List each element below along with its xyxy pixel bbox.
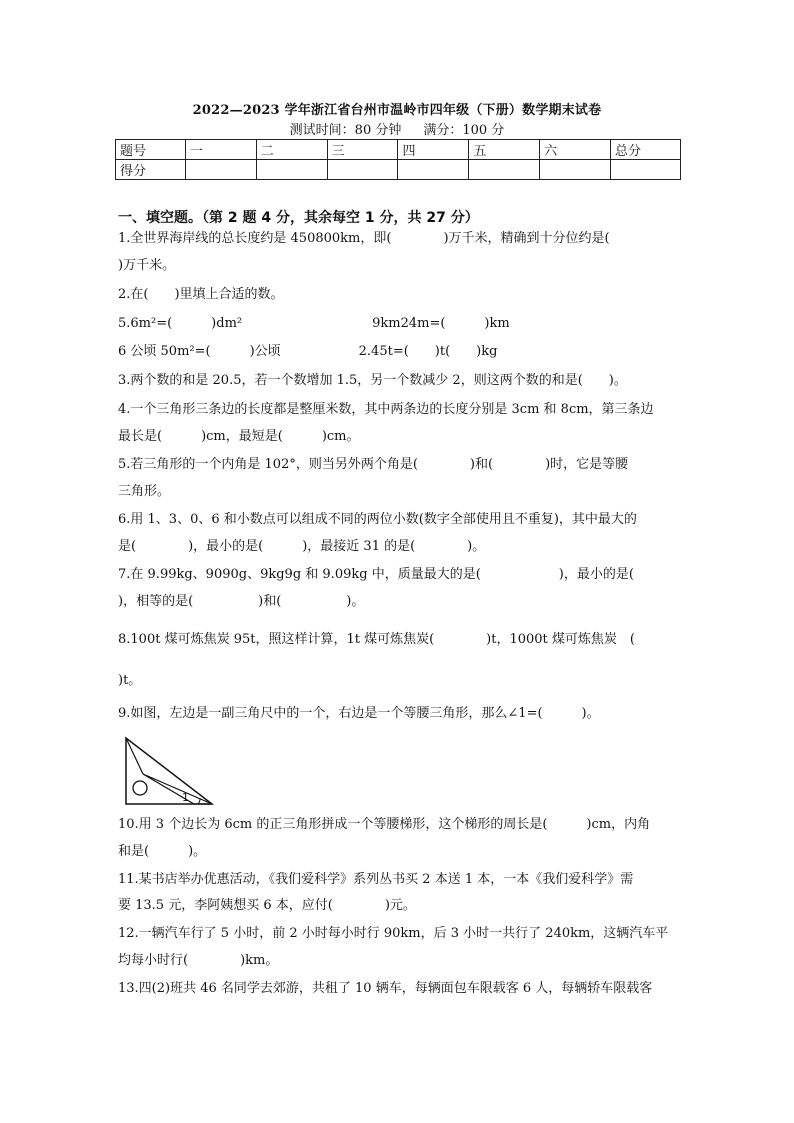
question-line: 和是( )。 (118, 844, 207, 859)
table-cell: 五 (469, 140, 540, 160)
question-line: 5.6m²=( )dm² 9km24m=( )km (118, 316, 510, 331)
score-cell[interactable] (256, 160, 327, 180)
exam-info (0, 119, 794, 138)
question-line: 8.100t 煤可炼焦炭 95t，照这样计算，1t 煤可炼焦炭( )t，1000t 煤可炼焦炭 ( (118, 632, 635, 647)
question-line: )万千米。 (118, 258, 176, 273)
question-line: 9.如图，左边是一副三角尺中的一个，右边是一个等腰三角形，那么∠1=( )。 (118, 706, 600, 721)
table-cell: 一 (185, 140, 256, 160)
question-line: 11.某书店举办优惠活动，《我们爱科学》系列丛书买 2 本送 1 本，一本《我们爱科学》需 (118, 872, 634, 887)
table-cell: 总分 (611, 140, 681, 160)
question-line: 三角形。 (118, 484, 171, 499)
table-cell: 题号 (116, 140, 186, 160)
score-cell[interactable] (611, 160, 681, 180)
score-cell[interactable] (327, 160, 398, 180)
triangle-figure (124, 736, 214, 806)
question-line: 1.全世界海岸线的总长度约是 450800km，即( )万千米，精确到十分位约是( (118, 231, 610, 246)
question-line: 是( )，最小的是( )，最接近 31 的是( )。 (118, 539, 486, 554)
score-cell[interactable] (185, 160, 256, 180)
table-cell: 四 (398, 140, 469, 160)
question-line: 2.在( )里填上合适的数。 (118, 287, 284, 302)
score-cell[interactable] (398, 160, 469, 180)
table-row-header (116, 140, 681, 160)
section-heading: 一、填空题。（第 2 题 4 分，其余每空 1 分，共 27 分） (118, 210, 479, 226)
question-line: 6 公顷 50m²=( )公顷 2.45t=( )t( )kg (118, 344, 498, 359)
question-line: 7.在 9.99kg、9090g、9kg9g 和 9.09kg 中，质量最大的是( )，最小的是( (118, 567, 634, 582)
question-line: 3.两个数的和是 20.5，若一个数增加 1.5，另一个数减少 2，则这两个数的和是( )。 (118, 373, 627, 388)
question-line: 10.用 3 个边长为 6cm 的正三角形拼成一个等腰梯形，这个梯形的周长是( )cm，内角 (118, 817, 651, 832)
question-line: 4.一个三角形三条边的长度都是整厘米数，其中两条边的长度分别是 3cm 和 8cm，第三条边 (118, 402, 654, 417)
question-line: 5.若三角形的一个内角是 102°，则当另外两个角是( )和( )时，它是等腰 (118, 457, 629, 472)
score-table (115, 139, 681, 180)
table-cell: 得分 (116, 160, 186, 180)
table-row-score (116, 160, 681, 180)
question-line: 要 13.5 元，李阿姨想买 6 本，应付( )元。 (118, 898, 416, 913)
score-cell[interactable] (469, 160, 540, 180)
test-time: 测试时间：80 分钟 (289, 123, 402, 138)
question-line: 12.一辆汽车行了 5 小时，前 2 小时每小时行 90km，后 3 小时一共行了 240km，这辆汽车平 (118, 926, 669, 941)
question-line: )，相等的是( )和( )。 (118, 594, 365, 609)
table-cell: 三 (327, 140, 398, 160)
table-cell: 六 (540, 140, 611, 160)
exam-title: 2022—2023 学年浙江省台州市温岭市四年级（下册）数学期末试卷 (192, 103, 602, 118)
question-line: 13.四(2)班共 46 名同学去郊游，共租了 10 辆车，每辆面包车限载客 6 人，每辆轿车限载客 (118, 981, 653, 996)
question-line: 最长是( )cm，最短是( )cm。 (118, 429, 360, 444)
question-line: 均每小时行( )km。 (118, 953, 279, 968)
score-cell[interactable] (540, 160, 611, 180)
table-cell: 二 (256, 140, 327, 160)
question-line: )t。 (118, 673, 142, 688)
full-score: 满分：100 分 (423, 123, 505, 138)
angle-label: 1 (182, 791, 189, 804)
question-line: 6.用 1、3、0、6 和小数点可以组成不同的两位小数(数字全部使用且不重复)，其中最大的 (118, 512, 637, 527)
